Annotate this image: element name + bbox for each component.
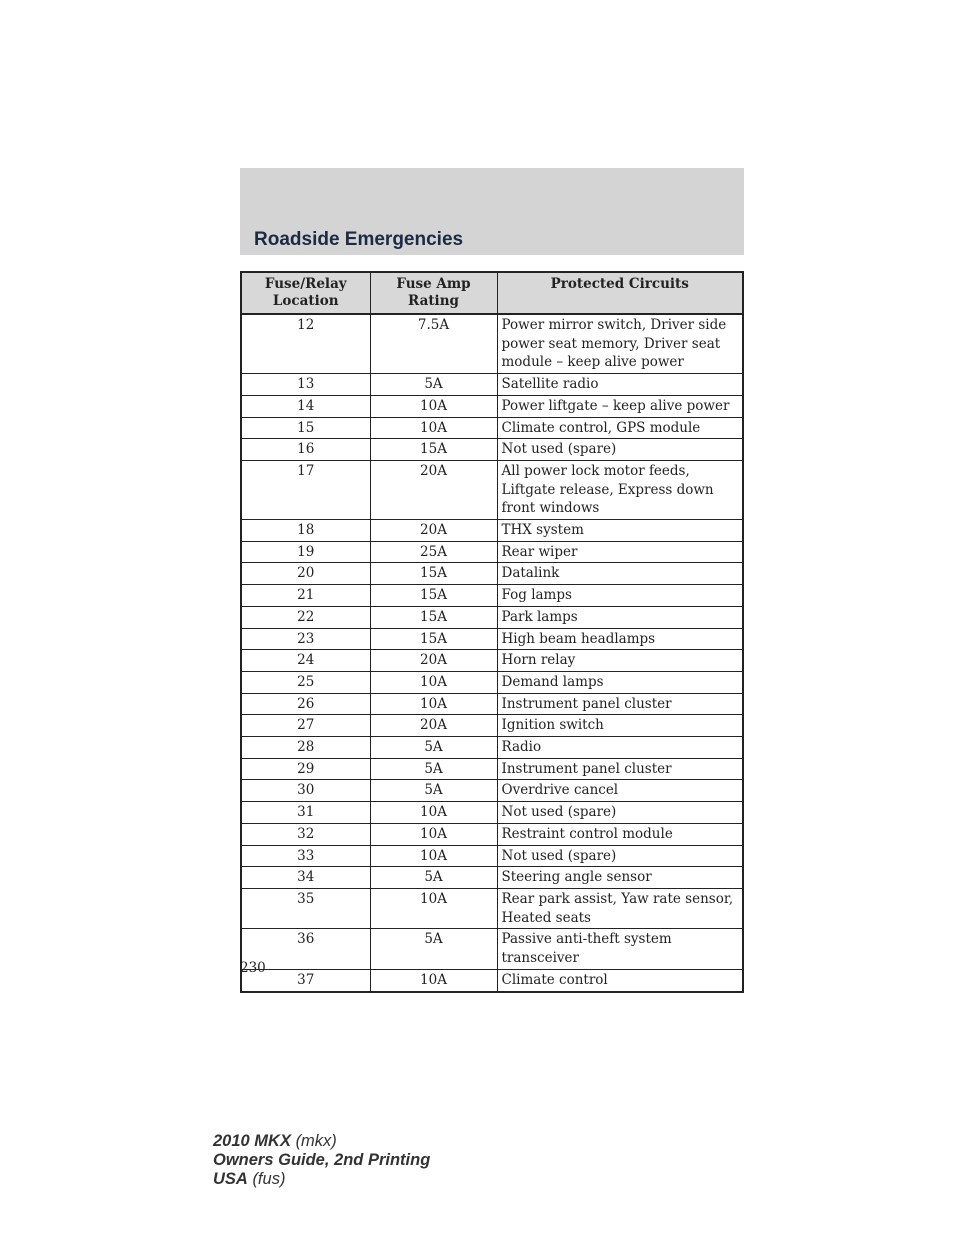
table-row <box>241 737 743 759</box>
table-row <box>241 563 743 585</box>
footer-guide-title: Owners Guide, 2nd Printing <box>213 1151 431 1169</box>
cell-fuse-location: 21 <box>241 585 370 607</box>
cell-fuse-rating: 10A <box>370 823 497 845</box>
cell-fuse-rating: 10A <box>370 395 497 417</box>
cell-fuse-location: 20 <box>241 563 370 585</box>
cell-fuse-location: 22 <box>241 606 370 628</box>
cell-protected-circuits: THX system <box>497 520 743 542</box>
header-text: Protected Circuits <box>550 276 689 292</box>
cell-fuse-rating: 15A <box>370 563 497 585</box>
cell-fuse-rating: 5A <box>370 867 497 889</box>
table-row <box>241 628 743 650</box>
cell-fuse-location: 33 <box>241 845 370 867</box>
cell-protected-circuits: Datalink <box>497 563 743 585</box>
cell-fuse-rating: 10A <box>370 671 497 693</box>
cell-protected-circuits: Passive anti-theft system transceiver <box>497 929 743 969</box>
cell-protected-circuits: Instrument panel cluster <box>497 758 743 780</box>
header-text: Fuse/Relay <box>264 276 347 292</box>
cell-fuse-location: 12 <box>241 314 370 374</box>
footer-market-code: (fus) <box>252 1170 286 1188</box>
table-row <box>241 823 743 845</box>
cell-fuse-location: 34 <box>241 867 370 889</box>
cell-fuse-location: 29 <box>241 758 370 780</box>
table-row <box>241 585 743 607</box>
footer-model-code: (mkx) <box>295 1132 337 1150</box>
cell-fuse-rating: 7.5A <box>370 314 497 374</box>
cell-protected-circuits: Satellite radio <box>497 374 743 396</box>
cell-fuse-rating: 15A <box>370 439 497 461</box>
cell-fuse-location: 25 <box>241 671 370 693</box>
cell-fuse-location: 26 <box>241 693 370 715</box>
header-text: Rating <box>408 293 459 309</box>
cell-fuse-location: 14 <box>241 395 370 417</box>
table-row <box>241 845 743 867</box>
cell-fuse-rating: 10A <box>370 417 497 439</box>
table-row <box>241 969 743 991</box>
cell-fuse-rating: 5A <box>370 780 497 802</box>
cell-fuse-location: 37 <box>241 969 370 991</box>
cell-fuse-rating: 20A <box>370 650 497 672</box>
cell-fuse-location: 31 <box>241 802 370 824</box>
page-number: 230 <box>240 960 266 976</box>
table-row <box>241 395 743 417</box>
table-row <box>241 780 743 802</box>
cell-protected-circuits: Steering angle sensor <box>497 867 743 889</box>
cell-fuse-location: 17 <box>241 460 370 519</box>
fuse-table <box>240 271 744 993</box>
cell-fuse-location: 18 <box>241 520 370 542</box>
cell-fuse-location: 24 <box>241 650 370 672</box>
document-footer <box>213 1132 430 1189</box>
cell-protected-circuits: Instrument panel cluster <box>497 693 743 715</box>
table-row <box>241 650 743 672</box>
table-row <box>241 671 743 693</box>
table-row <box>241 606 743 628</box>
cell-fuse-rating: 10A <box>370 693 497 715</box>
cell-fuse-rating: 10A <box>370 888 497 928</box>
cell-fuse-location: 32 <box>241 823 370 845</box>
cell-fuse-rating: 5A <box>370 929 497 969</box>
section-title: Roadside Emergencies <box>254 229 464 250</box>
table-row <box>241 802 743 824</box>
cell-protected-circuits: Rear park assist, Yaw rate sensor, Heated seats <box>497 888 743 928</box>
cell-protected-circuits: Power mirror switch, Driver side power seat memory, Driver seat module – keep alive power <box>497 314 743 374</box>
header-protected-circuits <box>497 272 743 314</box>
table-row <box>241 374 743 396</box>
table-row <box>241 867 743 889</box>
table-row <box>241 715 743 737</box>
table-row <box>241 439 743 461</box>
cell-fuse-rating: 5A <box>370 758 497 780</box>
cell-fuse-location: 36 <box>241 929 370 969</box>
footer-model: 2010 MKX <box>213 1132 291 1150</box>
cell-fuse-location: 35 <box>241 888 370 928</box>
footer-line-2 <box>213 1151 430 1170</box>
table-row <box>241 929 743 969</box>
table-row <box>241 314 743 374</box>
cell-fuse-location: 30 <box>241 780 370 802</box>
table-row <box>241 541 743 563</box>
cell-fuse-rating: 10A <box>370 969 497 991</box>
footer-line-1 <box>213 1132 430 1151</box>
header-text: Location <box>272 293 339 309</box>
cell-protected-circuits: Not used (spare) <box>497 845 743 867</box>
cell-protected-circuits: Overdrive cancel <box>497 780 743 802</box>
fuse-table-body <box>241 314 743 992</box>
table-header-row <box>241 272 743 314</box>
cell-protected-circuits: Not used (spare) <box>497 802 743 824</box>
cell-protected-circuits: Restraint control module <box>497 823 743 845</box>
cell-fuse-rating: 10A <box>370 845 497 867</box>
cell-protected-circuits: Climate control, GPS module <box>497 417 743 439</box>
cell-fuse-rating: 20A <box>370 715 497 737</box>
cell-fuse-rating: 5A <box>370 374 497 396</box>
cell-protected-circuits: Power liftgate – keep alive power <box>497 395 743 417</box>
cell-protected-circuits: Fog lamps <box>497 585 743 607</box>
table-row <box>241 460 743 519</box>
cell-protected-circuits: Horn relay <box>497 650 743 672</box>
section-header-band <box>240 168 744 255</box>
cell-fuse-rating: 15A <box>370 606 497 628</box>
cell-fuse-location: 28 <box>241 737 370 759</box>
table-row <box>241 888 743 928</box>
table-row <box>241 520 743 542</box>
cell-fuse-rating: 15A <box>370 628 497 650</box>
cell-fuse-rating: 15A <box>370 585 497 607</box>
cell-protected-circuits: Park lamps <box>497 606 743 628</box>
cell-fuse-location: 27 <box>241 715 370 737</box>
cell-protected-circuits: Rear wiper <box>497 541 743 563</box>
cell-protected-circuits: High beam headlamps <box>497 628 743 650</box>
cell-protected-circuits: Climate control <box>497 969 743 991</box>
cell-fuse-location: 19 <box>241 541 370 563</box>
header-fuse-amp-rating <box>370 272 497 314</box>
table-row <box>241 693 743 715</box>
cell-fuse-rating: 5A <box>370 737 497 759</box>
header-fuse-relay-location <box>241 272 370 314</box>
cell-protected-circuits: Not used (spare) <box>497 439 743 461</box>
header-text: Fuse Amp <box>396 276 471 292</box>
table-row <box>241 758 743 780</box>
cell-fuse-rating: 20A <box>370 460 497 519</box>
cell-fuse-rating: 10A <box>370 802 497 824</box>
cell-fuse-rating: 20A <box>370 520 497 542</box>
cell-protected-circuits: Ignition switch <box>497 715 743 737</box>
footer-line-3 <box>213 1170 430 1189</box>
footer-market: USA <box>213 1170 248 1188</box>
cell-fuse-rating: 25A <box>370 541 497 563</box>
cell-fuse-location: 23 <box>241 628 370 650</box>
cell-fuse-location: 15 <box>241 417 370 439</box>
table-row <box>241 417 743 439</box>
cell-protected-circuits: Demand lamps <box>497 671 743 693</box>
cell-protected-circuits: Radio <box>497 737 743 759</box>
cell-fuse-location: 13 <box>241 374 370 396</box>
cell-fuse-location: 16 <box>241 439 370 461</box>
cell-protected-circuits: All power lock motor feeds, Liftgate release, Express down front windows <box>497 460 743 519</box>
